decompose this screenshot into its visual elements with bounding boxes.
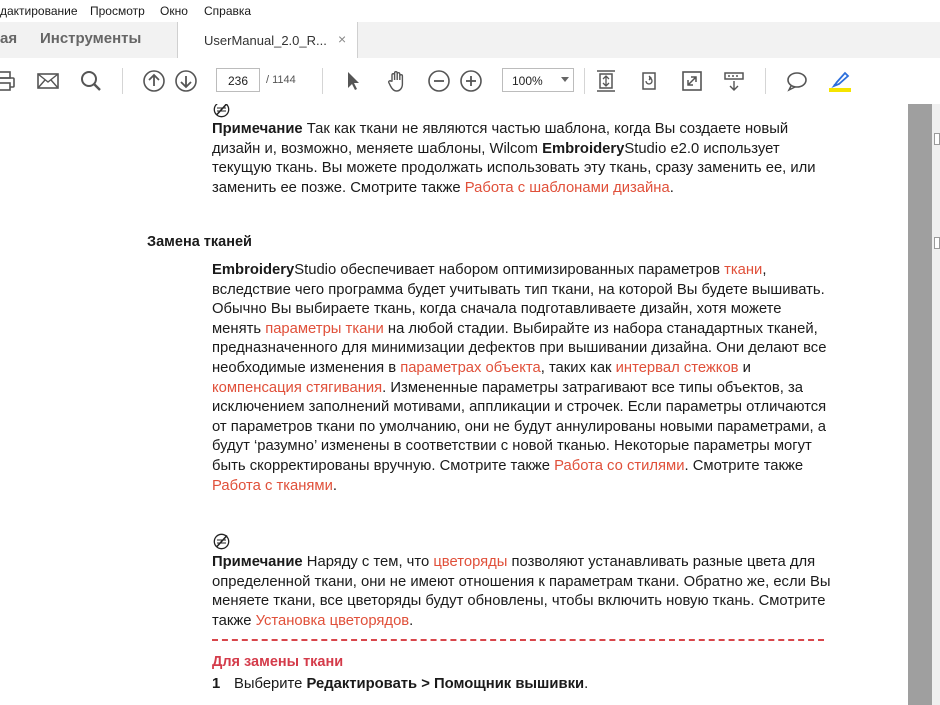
note-label: Примечание — [212, 554, 303, 570]
link-fabrics[interactable]: Работа с тканями — [212, 477, 333, 494]
step-text: . — [584, 676, 589, 692]
zoom-dropdown-icon[interactable] — [561, 77, 569, 82]
tab-home[interactable]: ая — [0, 30, 18, 47]
document-view[interactable] — [0, 104, 908, 705]
scrollbar-marker — [934, 133, 940, 145]
tab-tools[interactable]: Инструменты — [40, 30, 142, 47]
link-colorways[interactable]: цветоряды — [433, 554, 508, 570]
note-paragraph — [212, 120, 832, 198]
link-stitch-spacing[interactable]: интервал стежков — [615, 359, 739, 376]
body-text: и — [738, 359, 751, 376]
body-text: , вследствие чего программа будет учитывать тип ткани, на которой Вы будете вышивать. Обычно Вы выбираете ткань, когда сначала подготавливаете дизайн, хотя можете менять — [212, 262, 825, 337]
scrollbar-thumb[interactable] — [908, 104, 932, 705]
step-number: 1 — [212, 676, 221, 692]
read-mode-icon[interactable] — [722, 69, 746, 93]
note-text: Наряду с тем, что — [302, 554, 434, 570]
body-text: на любой стадии. Выбирайте из набора станадартных тканей, предназначенного для минимизации дефектов при вышивании дизайна. Они делают все необходимые изменения в — [212, 320, 827, 376]
note-icon — [213, 533, 230, 550]
brand-name: Embroidery — [542, 140, 625, 157]
toolbar — [0, 58, 940, 105]
hand-icon[interactable] — [385, 69, 409, 93]
body-text: . Смотрите также — [684, 457, 804, 474]
vertical-scrollbar[interactable] — [908, 104, 940, 705]
note-text: . — [669, 179, 674, 196]
link-fabric-settings[interactable]: параметры ткани — [265, 320, 384, 337]
menu-help[interactable]: Справка — [204, 4, 252, 18]
toolbar-separator — [765, 68, 766, 94]
comment-icon[interactable] — [785, 69, 809, 93]
toolbar-separator — [122, 68, 123, 94]
dashed-divider — [212, 639, 824, 641]
print-icon[interactable] — [0, 69, 16, 93]
page-up-icon[interactable] — [142, 69, 166, 93]
note-label: Примечание — [212, 121, 303, 137]
scrollbar-marker — [934, 237, 940, 249]
section-heading: Замена тканей — [147, 234, 252, 250]
link-fabric[interactable]: ткани — [724, 262, 763, 278]
fit-page-icon[interactable] — [594, 69, 618, 93]
rotate-page-icon[interactable] — [637, 69, 661, 93]
highlight-icon[interactable] — [828, 69, 852, 93]
document-tab-title: UserManual_2.0_R... — [204, 33, 327, 48]
search-icon[interactable] — [79, 69, 103, 93]
note-paragraph — [212, 553, 832, 631]
link-object-properties[interactable]: параметрах объекта — [400, 359, 541, 376]
body-text: . — [332, 477, 337, 494]
zoom-out-icon[interactable] — [427, 69, 451, 93]
mail-icon[interactable] — [36, 69, 60, 93]
link-design-templates[interactable]: Работа с шаблонами дизайна — [464, 179, 670, 196]
body-text: Studio обеспечивает набором оптимизированных параметров — [294, 262, 725, 278]
note-text: позволяют устанавливать разные цвета для определенной ткани, они не имеют отношения к параметрам ткани. Обратно же, если Вы меняете ткани, все цветоряды будут обновлены, чтобы включить новую ткань. Смотрите также — [212, 554, 831, 629]
page-number-input[interactable]: 236 — [216, 68, 260, 92]
body-paragraph — [212, 261, 832, 496]
zoom-in-icon[interactable] — [459, 69, 483, 93]
note-text: Studio e2.0 использует текущую ткань. Вы можете продолжать использовать эту ткань, сразу заменить ее, или заменить ее позже. Смотрите также — [212, 140, 816, 196]
brand-name: Embroidery — [212, 262, 295, 278]
toolbar-separator — [584, 68, 585, 94]
procedure-heading: Для замены ткани — [212, 654, 344, 670]
zoom-select[interactable] — [502, 68, 574, 92]
procedure-step — [212, 676, 588, 692]
step-text: Выберите — [234, 676, 307, 692]
menu-window[interactable]: Окно — [160, 4, 188, 18]
select-cursor-icon[interactable] — [341, 69, 365, 93]
zoom-value: 100% — [512, 74, 543, 88]
menu-bar — [0, 0, 940, 23]
note-text: Так как ткани не являются частью шаблона, когда Вы создаете новый дизайн и, возможно, меняете шаблоны, Wilcom — [212, 121, 789, 157]
menu-view[interactable]: Просмотр — [90, 4, 145, 18]
toolbar-separator — [322, 68, 323, 94]
note-icon — [213, 104, 230, 118]
tab-document[interactable] — [177, 22, 358, 59]
fullscreen-icon[interactable] — [680, 69, 704, 93]
step-command: Редактировать > Помощник вышивки — [306, 676, 585, 692]
body-text: , таких как — [540, 359, 616, 376]
tab-bar — [0, 22, 940, 59]
page-down-icon[interactable] — [174, 69, 198, 93]
menu-edit[interactable]: дактирование — [0, 4, 78, 18]
link-styles[interactable]: Работа со стилями — [554, 457, 685, 474]
link-pull-compensation[interactable]: компенсация стягивания — [212, 379, 383, 396]
note-text: . — [409, 612, 414, 629]
body-text: . Измененные параметры затрагивают все типы объектов, за исключением заполнений мотивами, аппликации и строчек. Если параметры отличаются от параметров ткани по умолчанию, они не будут аннулированы новыми параметрами, а будут ‘разумно’ изменены в соответствии с новой тканью. Некоторые параметры могут быть скорректированы вручную. Смотрите также — [212, 379, 827, 474]
close-tab-icon[interactable]: × — [338, 31, 347, 47]
link-setup-colorways[interactable]: Установка цветорядов — [255, 612, 410, 629]
page-total: / 1144 — [266, 74, 296, 86]
